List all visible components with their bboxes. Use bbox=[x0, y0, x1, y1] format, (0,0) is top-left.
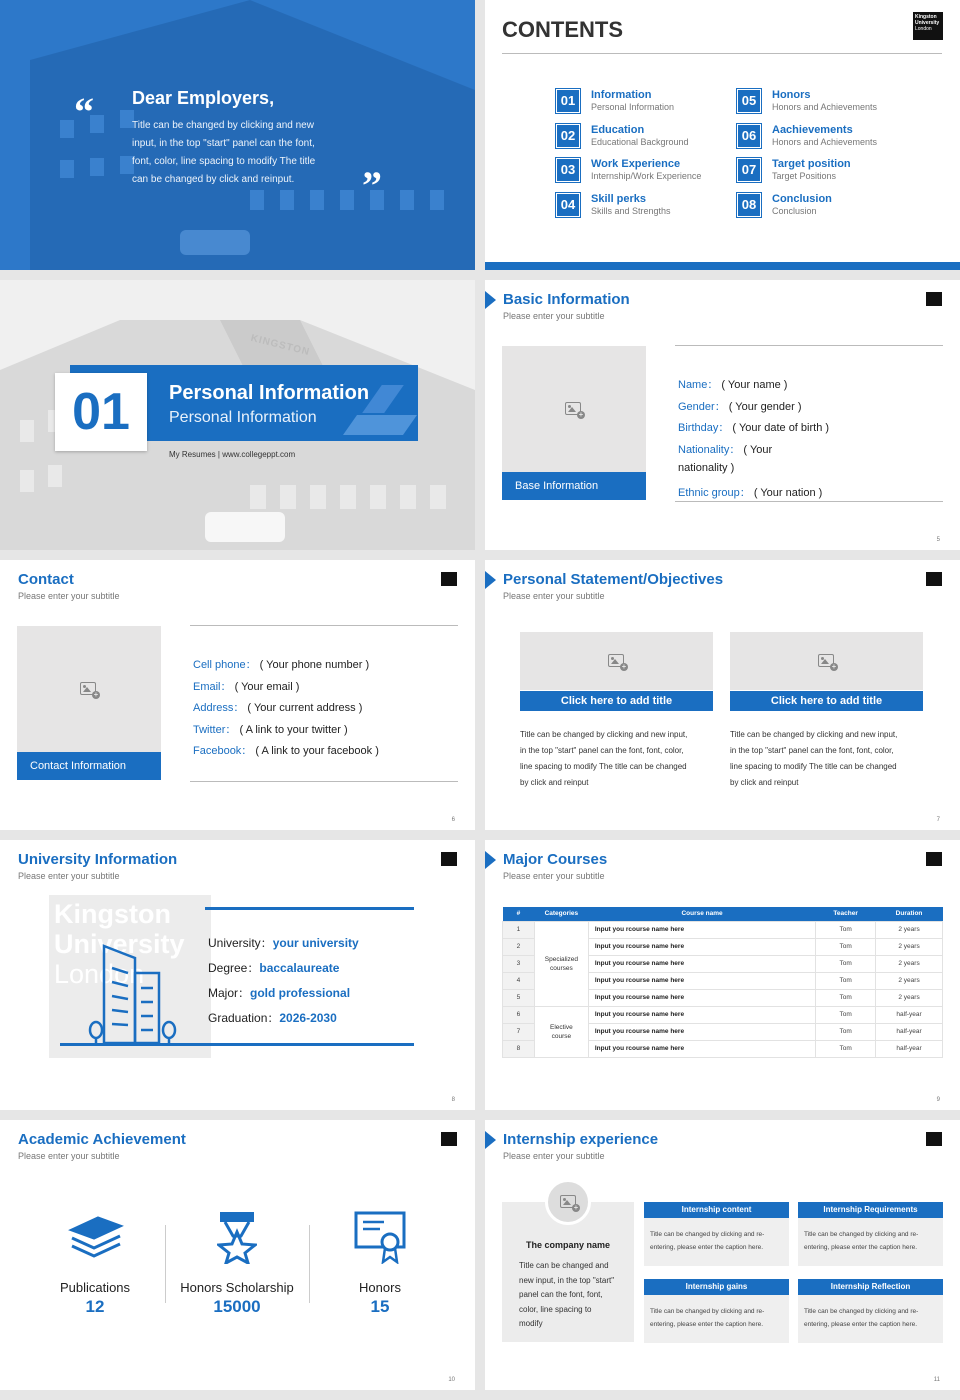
slide-subtitle: Please enter your subtitle bbox=[503, 871, 605, 881]
toc-title: Aachievements bbox=[772, 123, 853, 136]
internship-box-text: Title can be changed by clicking and re- entering, please enter the caption here. bbox=[804, 1308, 919, 1328]
photo-caption-text: Base Information bbox=[515, 480, 599, 492]
internship-box-text: Title can be changed by clicking and re- entering, please enter the caption here. bbox=[804, 1231, 919, 1251]
toc-number: 02 bbox=[557, 125, 579, 147]
stat-value-scholarship: 15000 bbox=[213, 1297, 261, 1316]
university-logo-small bbox=[926, 852, 942, 866]
internship-box-header: Internship Requirements bbox=[798, 1202, 943, 1218]
building-sign: KINGSTON bbox=[249, 332, 312, 359]
table-body bbox=[503, 921, 943, 1057]
slide-academic-achievement bbox=[0, 1120, 475, 1390]
company-name: The company name bbox=[525, 1240, 611, 1250]
field-ethnic-group: Ethnic group： ( Your nation ) bbox=[678, 487, 823, 499]
photo-placeholder[interactable] bbox=[17, 626, 161, 752]
page-number: 6 bbox=[451, 817, 455, 823]
university-logo-small bbox=[926, 572, 942, 586]
internship-box-header: Internship gains bbox=[644, 1279, 789, 1295]
section-subtitle: Personal Information bbox=[169, 409, 317, 426]
employer-body: Title can be changed by clicking and new input, in the top "start" panel can the font, font, color, line spacing to modify The title can be changed by click and reinput. bbox=[132, 120, 316, 185]
slide-dear-employers bbox=[0, 0, 475, 270]
title-arrow-icon bbox=[485, 1131, 496, 1149]
table-row: 2 Input you rcourse name here Tom 2 years bbox=[503, 938, 943, 955]
quote-open-icon: “ bbox=[74, 89, 94, 134]
section-footer: My Resumes | www.collegeppt.com bbox=[169, 450, 296, 459]
internship-box bbox=[644, 1279, 789, 1343]
section-title: Personal Information bbox=[169, 382, 370, 404]
statement-image-2[interactable] bbox=[730, 632, 923, 690]
section-number: 01 bbox=[72, 383, 130, 441]
table-row: 8 Input you rcourse name here Tom half-year bbox=[503, 1040, 943, 1057]
internship-box-header: Internship content bbox=[644, 1202, 789, 1218]
field-facebook: Facebook： ( A link to your facebook ) bbox=[193, 745, 379, 757]
university-logo: Kingston University London bbox=[913, 12, 943, 40]
bottom-bar bbox=[485, 262, 960, 270]
toc-number: 08 bbox=[738, 194, 760, 216]
toc-title: Education bbox=[591, 123, 645, 136]
page-number: 9 bbox=[936, 1097, 940, 1103]
slide-major-courses bbox=[485, 840, 960, 1110]
star-medal-icon bbox=[217, 1210, 257, 1264]
slide-title: University Information bbox=[18, 851, 178, 868]
toc-number: 06 bbox=[738, 125, 760, 147]
slide-contents bbox=[485, 0, 960, 270]
slide-subtitle: Please enter your subtitle bbox=[503, 311, 605, 321]
university-logo-small bbox=[926, 1132, 942, 1146]
field-email: Email： ( Your email ) bbox=[193, 681, 300, 693]
university-logo-small bbox=[926, 292, 942, 306]
employer-heading: Dear Employers, bbox=[132, 88, 275, 108]
toc-number: 05 bbox=[738, 90, 760, 112]
internship-box-header: Internship Reflection bbox=[798, 1279, 943, 1295]
slide-section-01 bbox=[0, 280, 475, 550]
toc-number: 01 bbox=[557, 90, 579, 112]
page-number: 8 bbox=[451, 1097, 455, 1103]
toc-number: 04 bbox=[557, 194, 579, 216]
table-row: 4 Input you rcourse name here Tom 2 years bbox=[503, 972, 943, 989]
toc-subtitle: Personal Information bbox=[591, 102, 675, 112]
image-add-icon: + bbox=[80, 682, 96, 695]
university-logo-small bbox=[441, 852, 457, 866]
field-degree: Degree：baccalaureate bbox=[208, 961, 340, 975]
title-arrow-icon bbox=[485, 291, 496, 309]
field-nationality-cont: nationality ) bbox=[678, 462, 735, 474]
table-row: 7 Input you rcourse name here Tom half-year bbox=[503, 1023, 943, 1040]
internship-box bbox=[798, 1279, 943, 1343]
slide-contact bbox=[0, 560, 475, 830]
table-row: 1 Specialized courses Input you rcourse name here Tom 2 years bbox=[503, 921, 943, 938]
statement-title-button-2[interactable]: Click here to add title bbox=[730, 691, 923, 711]
slide-title: Major Courses bbox=[503, 851, 608, 868]
info-divider-bottom bbox=[190, 781, 458, 782]
stat-value-honors: 15 bbox=[370, 1297, 390, 1316]
slide-title: Contact bbox=[18, 571, 74, 588]
info-frame-top bbox=[205, 907, 414, 910]
quote-close-icon: ” bbox=[362, 163, 382, 208]
slide-personal-statement bbox=[485, 560, 960, 830]
toc-subtitle: Internship/Work Experience bbox=[591, 171, 702, 181]
building-icon bbox=[80, 938, 210, 1048]
certificate-icon bbox=[354, 1210, 406, 1264]
slide-internship-experience bbox=[485, 1120, 960, 1390]
internship-box bbox=[644, 1202, 789, 1266]
toc-subtitle: Honors and Achievements bbox=[772, 136, 878, 147]
field-cell-phone: Cell phone： ( Your phone number ) bbox=[193, 659, 370, 671]
field-university: University：your university bbox=[208, 936, 359, 950]
toc-number: 07 bbox=[738, 159, 760, 181]
toc-subtitle: Conclusion bbox=[772, 205, 817, 216]
slide-title: Internship experience bbox=[503, 1131, 659, 1148]
title-divider bbox=[502, 53, 942, 54]
title-arrow-icon bbox=[485, 851, 496, 869]
toc-subtitle: Target Positions bbox=[772, 171, 837, 181]
internship-box-text: Title can be changed by clicking and re- entering, please enter the caption here. bbox=[650, 1231, 765, 1251]
page-number: 5 bbox=[936, 537, 940, 543]
toc-title: Work Experience bbox=[591, 158, 681, 170]
field-twitter: Twitter： ( A link to your twitter ) bbox=[193, 724, 348, 736]
field-nationality: Nationality： ( Your bbox=[678, 444, 773, 456]
stat-label-honors: Honors bbox=[359, 1280, 401, 1295]
info-divider-top bbox=[190, 625, 458, 626]
field-address: Address： ( Your current address ) bbox=[193, 702, 363, 714]
table-header-row: # Categories Course name Teacher Duration bbox=[503, 907, 943, 921]
toc-subtitle: Educational Background bbox=[591, 136, 689, 147]
internship-box-text: Title can be changed by clicking and re- entering, please enter the caption here. bbox=[650, 1308, 765, 1328]
field-birthday: Birthday： ( Your date of birth ) bbox=[678, 422, 830, 434]
statement-text-1: Title can be changed by clicking and new input, in the top "start" panel can the font, font, color, line spacing to modify The title can be changed by click and reinput bbox=[520, 730, 688, 787]
photo-placeholder[interactable] bbox=[502, 346, 646, 472]
slide-basic-information bbox=[485, 280, 960, 550]
image-add-icon: + bbox=[565, 402, 581, 415]
statement-title-button-1[interactable]: Click here to add title bbox=[520, 691, 713, 711]
slide-subtitle: Please enter your subtitle bbox=[18, 591, 120, 601]
slide-title: Basic Information bbox=[503, 291, 630, 308]
slide-title: Personal Statement/Objectives bbox=[503, 571, 724, 588]
slide-subtitle: Please enter your subtitle bbox=[18, 1151, 120, 1161]
info-divider-top bbox=[675, 345, 943, 346]
slide-subtitle: Please enter your subtitle bbox=[503, 1151, 605, 1161]
statement-image-1[interactable] bbox=[520, 632, 713, 690]
toc-title: Information bbox=[591, 89, 652, 101]
slide-subtitle: Please enter your subtitle bbox=[18, 871, 120, 881]
contents-title: CONTENTS bbox=[502, 17, 623, 42]
image-add-icon: + bbox=[560, 1195, 576, 1208]
slide-university-information bbox=[0, 840, 475, 1110]
photo-caption-text: Contact Information bbox=[30, 760, 126, 772]
company-description: Title can be changed and new input, in the top "start" panel can the font, font, color, line spacing to modify bbox=[519, 1261, 615, 1328]
field-gender: Gender： ( Your gender ) bbox=[678, 401, 802, 413]
field-major: Major：gold professional bbox=[208, 986, 351, 1000]
statement-text-2: Title can be changed by clicking and new input, in the top "start" panel can the font, font, color, line spacing to modify The title can be changed by click and reinput bbox=[730, 730, 898, 787]
slide-title: Academic Achievement bbox=[18, 1131, 186, 1148]
field-graduation: Graduation：2026-2030 bbox=[208, 1011, 337, 1025]
category-cell: Specialized courses bbox=[534, 921, 588, 1006]
image-add-icon: + bbox=[608, 654, 624, 667]
field-name: Name： ( Your name ) bbox=[678, 379, 788, 391]
books-icon bbox=[68, 1214, 124, 1258]
stat-label-scholarship: Honors Scholarship bbox=[180, 1280, 294, 1295]
table-row: 3 Input you rcourse name here Tom 2 years bbox=[503, 955, 943, 972]
table-row: 6 Elective course Input you rcourse name here Tom half-year bbox=[503, 1006, 943, 1023]
page-number: 10 bbox=[448, 1377, 455, 1383]
toc-subtitle: Skills and Strengths bbox=[591, 205, 671, 216]
company-logo-placeholder[interactable] bbox=[545, 1179, 591, 1225]
toc-title: Target position bbox=[772, 158, 851, 170]
page-number: 7 bbox=[936, 817, 940, 823]
toc-subtitle: Honors and Achievements bbox=[772, 102, 878, 112]
stat-value-publications: 12 bbox=[85, 1297, 105, 1316]
toc-title: Conclusion bbox=[772, 192, 832, 205]
toc-title: Honors bbox=[772, 89, 811, 101]
page-number: 11 bbox=[933, 1377, 940, 1383]
internship-box bbox=[798, 1202, 943, 1266]
watermark-text: Kingston University London bbox=[54, 899, 185, 989]
toc-title: Skill perks bbox=[591, 192, 647, 205]
category-cell: Elective course bbox=[534, 1006, 588, 1057]
image-add-icon: + bbox=[818, 654, 834, 667]
table-row: 5 Input you rcourse name here Tom 2 years bbox=[503, 989, 943, 1006]
slide-subtitle: Please enter your subtitle bbox=[503, 591, 605, 601]
title-arrow-icon bbox=[485, 571, 496, 589]
stat-label-publications: Publications bbox=[59, 1280, 131, 1295]
toc-number: 03 bbox=[557, 159, 579, 181]
courses-table bbox=[502, 907, 943, 1058]
info-divider-bottom bbox=[675, 501, 943, 502]
university-logo-small bbox=[441, 572, 457, 586]
university-logo-small bbox=[441, 1132, 457, 1146]
